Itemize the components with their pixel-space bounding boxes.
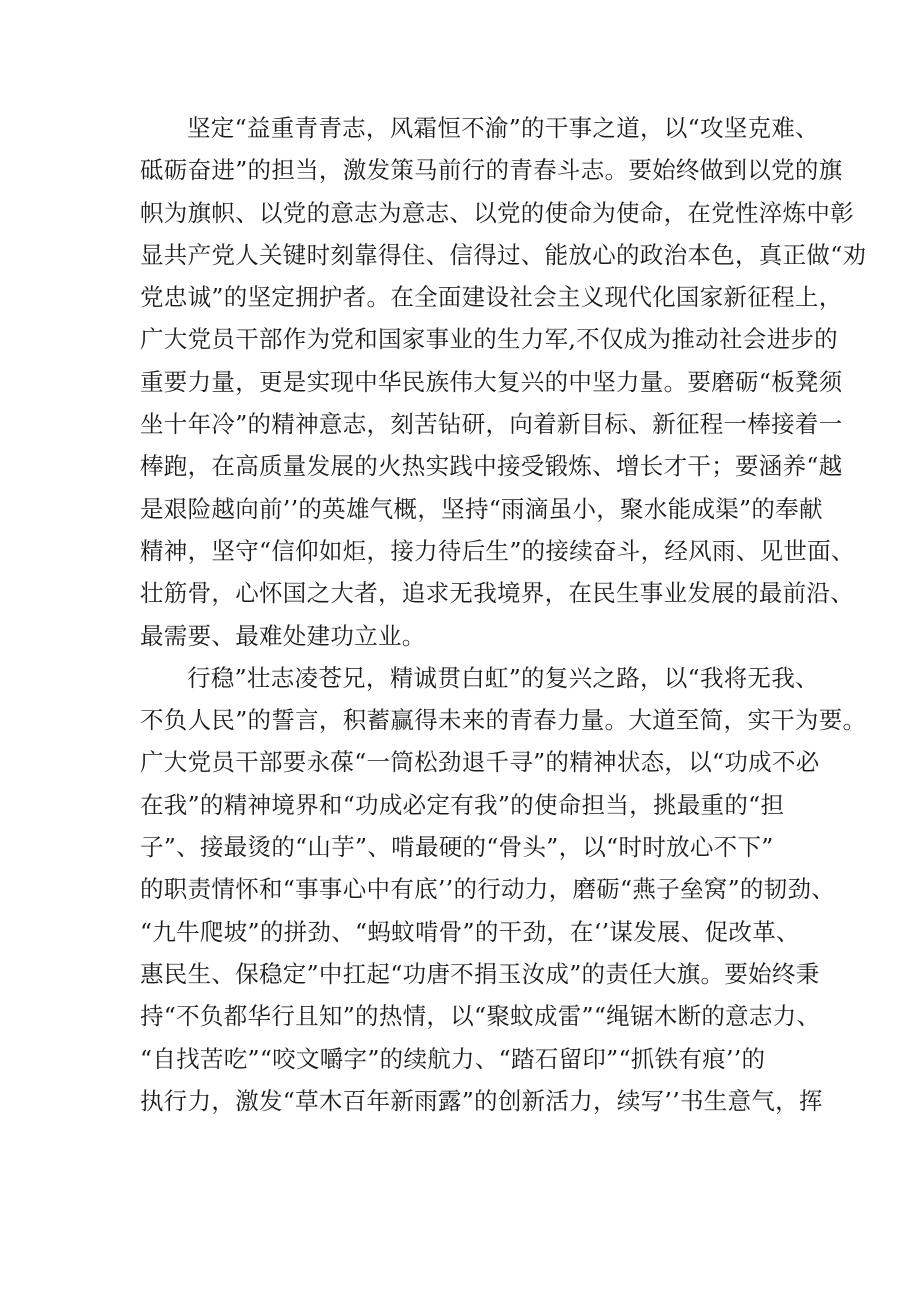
text-line: 显共产党人关键时刻靠得住、信得过、能放心的政治本色，真正做“劝 xyxy=(140,240,867,269)
text-line: 精神，坚守“信仰如炬，接力待后生”的接续奋斗，经风雨、见世面、 xyxy=(140,536,855,565)
text-line: 子”、接最烫的“山芋”、啃最硬的“骨头”，以“时时放心不下” xyxy=(140,833,774,862)
text-line: 坐十年冷”的精神意志，刻苦钻研，向着新目标、新征程一棒接着一 xyxy=(140,410,843,439)
text-line: 持“不负都华行且知”的热情，以“聚蚊成雷”“绳锯木断的意志力、 xyxy=(140,1002,821,1031)
text-line: 在我”的精神境界和“功成必定有我”的使命担当，挑最重的“担 xyxy=(140,790,785,819)
text-line: 广大党员干部要永葆“一筒松劲退千寻”的精神状态，以“功成不必 xyxy=(140,748,820,777)
text-line: 不负人民”的誓言，积蓄赢得未来的青春力量。大道至简，实干为要。 xyxy=(140,706,867,735)
text-line: “自找苦吃”“咬文嚼字”的续航力、“踏石留印”“抓铁有痕’’的 xyxy=(140,1044,766,1073)
text-line: 棒跑，在高质量发展的火热实践中接受锻炼、增长才干；要涵养“越 xyxy=(140,452,843,481)
text-line: 重要力量，更是实现中华民族伟大复兴的中坚力量。要磨砺“板凳须 xyxy=(140,367,843,396)
text-line: 惠民生、保稳定”中扛起“功唐不捐玉汝成”的责任大旗。要始终秉 xyxy=(140,959,820,988)
text-line: 的职责情怀和“事事心中有底’’的行动力，磨砺“燕子垒窝”的韧劲、 xyxy=(140,875,836,904)
text-line: 广大党员干部作为党和国家事业的生力军,不仅成为推动社会进步的 xyxy=(140,325,838,354)
text-line: 壮筋骨，心怀国之大者，追求无我境界，在民生事业发展的最前沿、 xyxy=(140,579,854,608)
text-line: “九牛爬坡”的拼劲、“蚂蚊啃骨”的干劲，在‘’谋发展、促改革、 xyxy=(140,917,800,946)
text-line: 砥砺奋进”的担当，激发策马前行的青春斗志。要始终做到以党的旗 xyxy=(140,156,843,185)
text-line: 是艰险越向前’’的英雄气概，坚持“雨滴虽小，聚水能成渠”的奉献 xyxy=(140,494,823,523)
text-line: 行稳”壮志凌苍兄，精诚贯白虹”的复兴之路，以“我将无我、 xyxy=(187,663,819,692)
text-line: 帜为旗帜、以党的意志为意志、以党的使命为使命，在党性淬炼中彰 xyxy=(140,198,854,227)
text-line: 最需要、最难处建功立业。 xyxy=(140,621,426,650)
text-line: 坚定“益重青青志，风霜恒不渝”的干事之道，以“攻坚克难、 xyxy=(187,114,819,142)
paragraph-1 xyxy=(140,107,867,657)
paragraph-2 xyxy=(140,657,867,1122)
body-text xyxy=(140,107,867,1122)
text-line: 执行力，激发“草木百年新雨露”的创新活力，续写’’书生意气，挥 xyxy=(140,1086,823,1115)
text-line: 党忠诚”的坚定拥护者。在全面建设社会主义现代化国家新征程上， xyxy=(140,283,843,312)
